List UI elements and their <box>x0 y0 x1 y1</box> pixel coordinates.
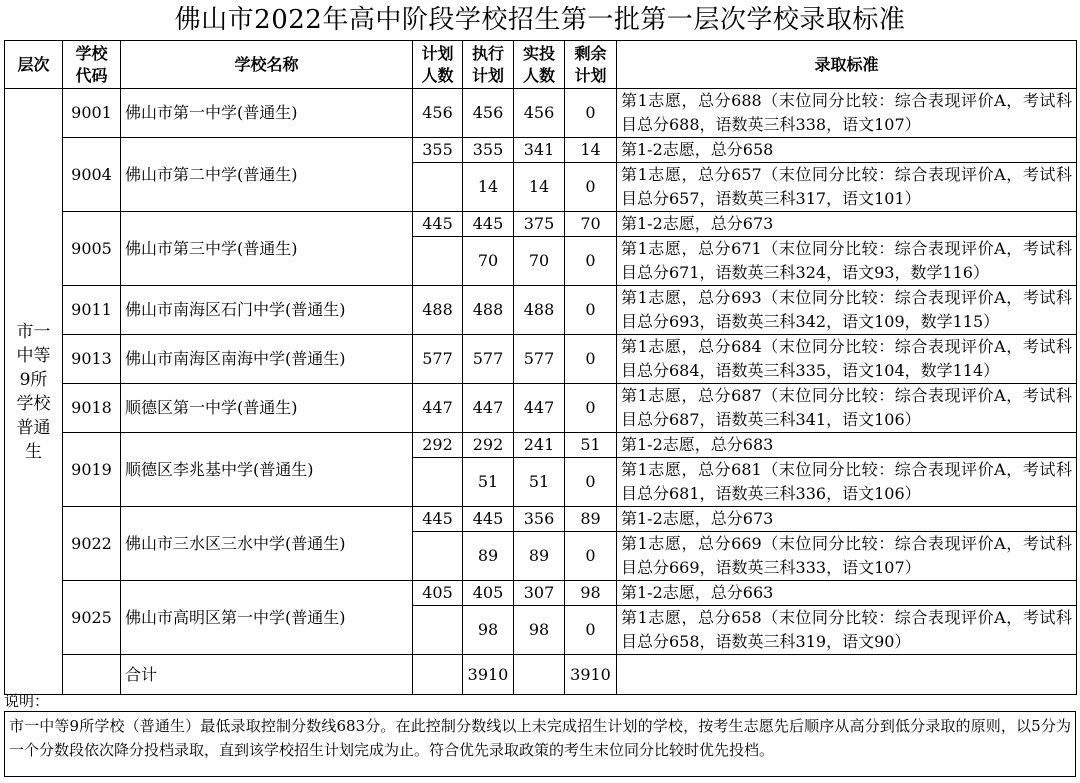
actual-count: 241 <box>514 433 565 458</box>
plan-count-empty <box>413 458 463 507</box>
admission-criteria: 第1-2志愿，总分683 <box>617 433 1077 458</box>
total-exec-empty <box>514 655 565 695</box>
total-plan: 3910 <box>463 655 514 695</box>
plan-count-empty <box>413 237 463 286</box>
level-cell: 市一中等9所学校普通生 <box>5 89 63 695</box>
remain-plan: 51 <box>565 433 617 458</box>
school-name: 佛山市高明区第一中学(普通生) <box>121 581 413 655</box>
school-code: 9004 <box>63 138 121 212</box>
header-plan: 计划人数 <box>413 41 463 89</box>
plan-count: 488 <box>413 286 463 335</box>
header-actual: 实投人数 <box>514 41 565 89</box>
total-actual: 3910 <box>565 655 617 695</box>
school-name: 顺德区李兆基中学(普通生) <box>121 433 413 507</box>
remain-plan: 89 <box>565 507 617 532</box>
plan-count-empty <box>413 163 463 212</box>
total-row <box>5 655 1077 695</box>
table-row <box>5 581 1077 606</box>
school-code: 9005 <box>63 212 121 286</box>
notes-label: 说明： <box>4 692 50 710</box>
total-name-empty <box>413 655 463 695</box>
school-code: 9018 <box>63 384 121 433</box>
table-row <box>5 507 1077 532</box>
total-label: 合计 <box>121 655 413 695</box>
school-code: 9013 <box>63 335 121 384</box>
admission-criteria: 第1志愿，总分684（末位同分比较：综合表现评价A，考试科目总分684，语数英三科335，语文104，数学114） <box>617 335 1077 384</box>
actual-count: 488 <box>514 286 565 335</box>
table-row <box>5 212 1077 237</box>
remain-plan: 0 <box>565 335 617 384</box>
exec-plan: 445 <box>463 507 514 532</box>
table-row <box>5 286 1077 335</box>
header-criteria: 录取标准 <box>617 41 1077 89</box>
admission-criteria: 第1志愿，总分671（末位同分比较：综合表现评价A，考试科目总分671，语数英三科324，语文93，数学116） <box>617 237 1077 286</box>
table-row <box>5 433 1077 458</box>
remain-plan: 0 <box>565 384 617 433</box>
admission-criteria: 第1-2志愿，总分673 <box>617 507 1077 532</box>
plan-count: 447 <box>413 384 463 433</box>
school-name: 顺德区第一中学(普通生) <box>121 384 413 433</box>
school-name: 佛山市三水区三水中学(普通生) <box>121 507 413 581</box>
admission-criteria: 第1志愿，总分687（末位同分比较：综合表现评价A，考试科目总分687，语数英三科341，语文106） <box>617 384 1077 433</box>
actual-count: 14 <box>514 163 565 212</box>
school-name: 佛山市第二中学(普通生) <box>121 138 413 212</box>
admission-criteria: 第1志愿，总分657（末位同分比较：综合表现评价A，考试科目总分657，语数英三科317，语文101） <box>617 163 1077 212</box>
table-row <box>5 138 1077 163</box>
admission-criteria: 第1-2志愿，总分663 <box>617 581 1077 606</box>
plan-count: 405 <box>413 581 463 606</box>
total-remain-empty <box>617 655 1077 695</box>
plan-count: 445 <box>413 507 463 532</box>
header-code: 学校代码 <box>63 41 121 89</box>
header-name: 学校名称 <box>121 41 413 89</box>
header-level: 层次 <box>5 41 63 89</box>
exec-plan: 488 <box>463 286 514 335</box>
plan-count: 292 <box>413 433 463 458</box>
school-code: 9025 <box>63 581 121 655</box>
remain-plan: 0 <box>565 606 617 655</box>
plan-count: 355 <box>413 138 463 163</box>
plan-count: 577 <box>413 335 463 384</box>
remain-plan: 70 <box>565 212 617 237</box>
page-title: 佛山市2022年高中阶段学校招生第一批第一层次学校录取标准 <box>174 5 906 35</box>
exec-plan: 98 <box>463 606 514 655</box>
actual-count: 307 <box>514 581 565 606</box>
actual-count: 447 <box>514 384 565 433</box>
remain-plan: 0 <box>565 163 617 212</box>
actual-count: 356 <box>514 507 565 532</box>
remain-plan: 14 <box>565 138 617 163</box>
actual-count: 70 <box>514 237 565 286</box>
exec-plan: 447 <box>463 384 514 433</box>
actual-count: 341 <box>514 138 565 163</box>
table-row <box>5 89 1077 138</box>
header-exec: 执行计划 <box>463 41 514 89</box>
admission-criteria: 第1志愿，总分669（末位同分比较：综合表现评价A，考试科目总分669，语数英三科333，语文107） <box>617 532 1077 581</box>
exec-plan: 355 <box>463 138 514 163</box>
remain-plan: 0 <box>565 532 617 581</box>
actual-count: 456 <box>514 89 565 138</box>
exec-plan: 577 <box>463 335 514 384</box>
school-name: 佛山市第一中学(普通生) <box>121 89 413 138</box>
actual-count: 98 <box>514 606 565 655</box>
remain-plan: 98 <box>565 581 617 606</box>
exec-plan: 292 <box>463 433 514 458</box>
admission-criteria: 第1志愿，总分693（末位同分比较：综合表现评价A，考试科目总分693，语数英三科342，语文109，数学115） <box>617 286 1077 335</box>
exec-plan: 70 <box>463 237 514 286</box>
school-name: 佛山市南海区南海中学(普通生) <box>121 335 413 384</box>
school-code: 9011 <box>63 286 121 335</box>
header-remain: 剩余计划 <box>565 41 617 89</box>
plan-count-empty <box>413 606 463 655</box>
actual-count: 375 <box>514 212 565 237</box>
plan-count: 445 <box>413 212 463 237</box>
total-level-empty <box>63 655 121 695</box>
admission-criteria: 第1-2志愿，总分673 <box>617 212 1077 237</box>
exec-plan: 14 <box>463 163 514 212</box>
actual-count: 89 <box>514 532 565 581</box>
table-row <box>5 384 1077 433</box>
school-code: 9019 <box>63 433 121 507</box>
remain-plan: 0 <box>565 237 617 286</box>
school-code: 9022 <box>63 507 121 581</box>
remain-plan: 0 <box>565 286 617 335</box>
exec-plan: 405 <box>463 581 514 606</box>
admission-criteria: 第1志愿，总分658（末位同分比较：综合表现评价A，考试科目总分658，语数英三科319，语文90） <box>617 606 1077 655</box>
school-code: 9001 <box>63 89 121 138</box>
actual-count: 577 <box>514 335 565 384</box>
actual-count: 51 <box>514 458 565 507</box>
exec-plan: 51 <box>463 458 514 507</box>
remain-plan: 0 <box>565 458 617 507</box>
notes-text: 市一中等9所学校（普通生）最低录取控制分数线683分。在此控制分数线以上未完成招生计划的学校，按考生志愿先后顺序从高分到低分录取的原则，以5分为一个分数段依次降分投档录取，直到该学校招生计划完成为止。符合优先录取政策的考生末位同分比较时优先投档。 <box>4 711 1076 777</box>
school-name: 佛山市第三中学(普通生) <box>121 212 413 286</box>
exec-plan: 456 <box>463 89 514 138</box>
remain-plan: 0 <box>565 89 617 138</box>
table-row <box>5 335 1077 384</box>
admission-criteria: 第1志愿，总分681（末位同分比较：综合表现评价A，考试科目总分681，语数英三科336，语文106） <box>617 458 1077 507</box>
admission-table <box>4 40 1077 695</box>
plan-count-empty <box>413 532 463 581</box>
plan-count: 456 <box>413 89 463 138</box>
exec-plan: 89 <box>463 532 514 581</box>
school-name: 佛山市南海区石门中学(普通生) <box>121 286 413 335</box>
admission-criteria: 第1志愿，总分688（末位同分比较：综合表现评价A，考试科目总分688，语数英三科338，语文107） <box>617 89 1077 138</box>
exec-plan: 445 <box>463 212 514 237</box>
admission-criteria: 第1-2志愿，总分658 <box>617 138 1077 163</box>
